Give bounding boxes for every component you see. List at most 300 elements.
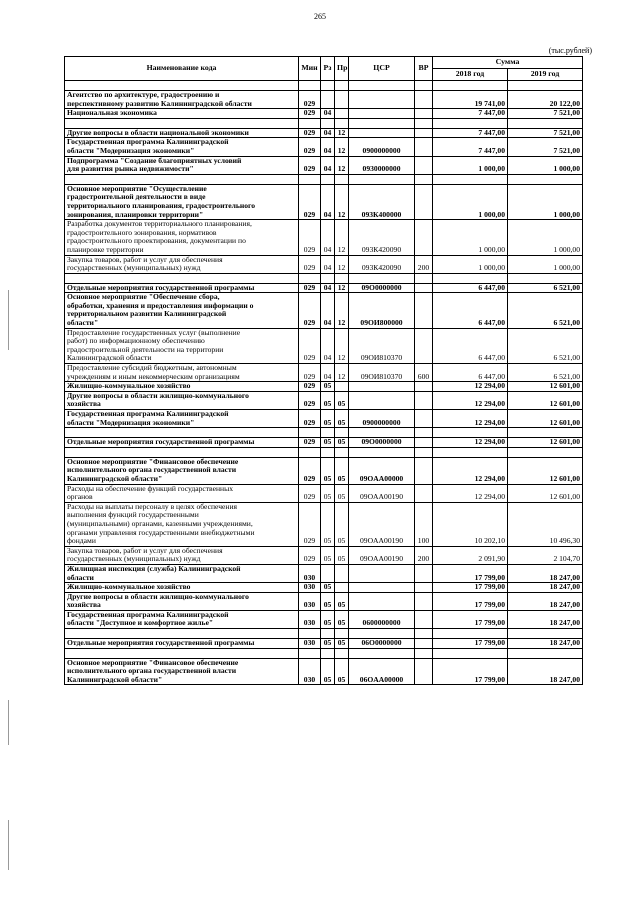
empty-cell	[415, 428, 433, 438]
cell-name: Предоставление государственных услуг (выполнение работ) по информационному обеспечению градостроительной деятельности на территории Калининградской области	[65, 328, 299, 363]
cell-y2018: 12 294,00	[433, 410, 508, 428]
cell-y2018: 17 799,00	[433, 658, 508, 685]
empty-cell	[321, 81, 335, 91]
cell-pr: 12	[335, 156, 349, 174]
cell-pr: 05	[335, 502, 349, 546]
cell-rz: 05	[321, 502, 335, 546]
empty-cell	[349, 428, 415, 438]
empty-cell	[321, 629, 335, 639]
cell-y2019: 18 247,00	[508, 583, 583, 593]
cell-y2018: 1 000,00	[433, 255, 508, 273]
table-row	[65, 457, 583, 484]
table-row	[65, 410, 583, 428]
cell-vr	[415, 156, 433, 174]
cell-pr: 05	[335, 639, 349, 649]
cell-min: 030	[299, 658, 321, 685]
cell-csr: 0900000000	[349, 410, 415, 428]
cell-rz: 05	[321, 457, 335, 484]
cell-rz: 05	[321, 658, 335, 685]
cell-y2019: 10 496,30	[508, 502, 583, 546]
cell-y2019: 12 601,00	[508, 410, 583, 428]
cell-name: Закупка товаров, работ и услуг для обеспечения государственных (муниципальных) нужд	[65, 546, 299, 564]
spacer-row	[65, 447, 583, 457]
table-row	[65, 546, 583, 564]
col-header-pr: Пр	[335, 57, 349, 81]
cell-vr	[415, 457, 433, 484]
cell-csr: 09OАА00190	[349, 484, 415, 502]
empty-cell	[299, 648, 321, 658]
cell-name: Основное мероприятие "Осуществление градостроительной деятельности в виде территориального планирования, градостроительного зонирования, планировки территории"	[65, 184, 299, 219]
table-row	[65, 91, 583, 109]
empty-cell	[433, 447, 508, 457]
cell-vr	[415, 184, 433, 219]
empty-cell	[349, 81, 415, 91]
cell-rz: 05	[321, 610, 335, 628]
cell-min: 029	[299, 484, 321, 502]
cell-rz: 05	[321, 484, 335, 502]
cell-pr: 12	[335, 364, 349, 382]
cell-pr: 05	[335, 410, 349, 428]
cell-pr: 12	[335, 255, 349, 273]
cell-name: Другие вопросы в области национальной экономики	[65, 128, 299, 138]
cell-csr: 09OАА00190	[349, 502, 415, 546]
cell-csr: 0600000000	[349, 610, 415, 628]
cell-rz: 05	[321, 583, 335, 593]
cell-name: Жилищно-коммунальное хозяйство	[65, 583, 299, 593]
cell-pr: 12	[335, 293, 349, 328]
cell-min: 029	[299, 156, 321, 174]
cell-csr: 09OАА00000	[349, 457, 415, 484]
cell-vr	[415, 91, 433, 109]
empty-cell	[321, 118, 335, 128]
cell-min: 029	[299, 391, 321, 409]
col-header-sum: Сумма	[433, 57, 583, 69]
empty-cell	[433, 118, 508, 128]
cell-y2018: 6 447,00	[433, 328, 508, 363]
col-header-2019: 2019 год	[508, 69, 583, 81]
cell-rz	[321, 564, 335, 582]
cell-y2018: 12 294,00	[433, 391, 508, 409]
table-row	[65, 184, 583, 219]
cell-csr	[349, 109, 415, 119]
spacer-row	[65, 273, 583, 283]
cell-name: Государственная программа Калининградской области "Доступное и комфортное жилье"	[65, 610, 299, 628]
table-row	[65, 156, 583, 174]
col-header-rz: Рз	[321, 57, 335, 81]
empty-cell	[335, 648, 349, 658]
cell-y2019: 20 122,00	[508, 91, 583, 109]
cell-y2018: 17 799,00	[433, 583, 508, 593]
cell-vr	[415, 293, 433, 328]
empty-cell	[321, 174, 335, 184]
cell-min: 029	[299, 328, 321, 363]
cell-csr	[349, 91, 415, 109]
cell-y2018: 2 091,90	[433, 546, 508, 564]
empty-cell	[321, 273, 335, 283]
empty-cell	[415, 447, 433, 457]
cell-y2019: 1 000,00	[508, 220, 583, 255]
cell-rz: 05	[321, 438, 335, 448]
empty-cell	[349, 629, 415, 639]
cell-pr: 05	[335, 658, 349, 685]
cell-csr: 093К420090	[349, 255, 415, 273]
cell-vr	[415, 128, 433, 138]
cell-y2019: 1 000,00	[508, 184, 583, 219]
cell-y2019: 12 601,00	[508, 382, 583, 392]
cell-y2018: 6 447,00	[433, 364, 508, 382]
table-row	[65, 328, 583, 363]
empty-cell	[415, 273, 433, 283]
cell-pr: 05	[335, 457, 349, 484]
cell-rz: 04	[321, 364, 335, 382]
empty-cell	[335, 174, 349, 184]
cell-y2018: 7 447,00	[433, 128, 508, 138]
cell-rz: 05	[321, 592, 335, 610]
cell-y2018: 1 000,00	[433, 220, 508, 255]
empty-cell	[299, 118, 321, 128]
cell-pr	[335, 91, 349, 109]
spacer-row	[65, 174, 583, 184]
scan-artifact	[8, 700, 9, 745]
cell-pr: 05	[335, 438, 349, 448]
empty-cell	[299, 447, 321, 457]
empty-cell	[65, 273, 299, 283]
cell-min: 029	[299, 138, 321, 156]
empty-cell	[65, 174, 299, 184]
table-row	[65, 293, 583, 328]
cell-vr	[415, 410, 433, 428]
cell-pr: 05	[335, 592, 349, 610]
empty-cell	[335, 629, 349, 639]
scan-artifact	[8, 820, 9, 870]
cell-name: Национальная экономика	[65, 109, 299, 119]
empty-cell	[415, 81, 433, 91]
cell-name: Жилищно-коммунальное хозяйство	[65, 382, 299, 392]
cell-min: 029	[299, 91, 321, 109]
table-row	[65, 564, 583, 582]
cell-rz: 05	[321, 410, 335, 428]
empty-cell	[65, 648, 299, 658]
cell-vr	[415, 138, 433, 156]
cell-name: Агентство по архитектуре, градостроению и перспективному развитию Калининградской области	[65, 91, 299, 109]
cell-y2019: 6 521,00	[508, 364, 583, 382]
header-row-1	[65, 57, 583, 69]
cell-y2019: 1 000,00	[508, 156, 583, 174]
cell-vr	[415, 658, 433, 685]
empty-cell	[335, 273, 349, 283]
empty-cell	[349, 648, 415, 658]
cell-y2019: 7 521,00	[508, 128, 583, 138]
cell-min: 030	[299, 564, 321, 582]
empty-cell	[335, 447, 349, 457]
cell-csr	[349, 592, 415, 610]
empty-cell	[335, 81, 349, 91]
cell-name: Предоставление субсидий бюджетным, автономным учреждениям и иным некоммерческим организациям	[65, 364, 299, 382]
cell-y2018: 19 741,00	[433, 91, 508, 109]
empty-cell	[415, 174, 433, 184]
table-row	[65, 610, 583, 628]
cell-csr	[349, 583, 415, 593]
empty-cell	[335, 118, 349, 128]
cell-rz: 05	[321, 546, 335, 564]
cell-csr: 0900000000	[349, 138, 415, 156]
cell-min: 030	[299, 610, 321, 628]
cell-vr	[415, 564, 433, 582]
cell-name: Подпрограмма "Создание благоприятных условий для развития рынка недвижимости"	[65, 156, 299, 174]
table-row	[65, 382, 583, 392]
empty-cell	[321, 648, 335, 658]
cell-y2019: 18 247,00	[508, 639, 583, 649]
empty-cell	[65, 118, 299, 128]
empty-cell	[415, 648, 433, 658]
cell-y2019: 7 521,00	[508, 109, 583, 119]
cell-vr	[415, 382, 433, 392]
cell-y2018: 12 294,00	[433, 457, 508, 484]
cell-y2018: 12 294,00	[433, 484, 508, 502]
cell-min: 029	[299, 502, 321, 546]
cell-min: 029	[299, 255, 321, 273]
table-row	[65, 391, 583, 409]
cell-min: 029	[299, 546, 321, 564]
empty-cell	[65, 81, 299, 91]
cell-y2018: 17 799,00	[433, 564, 508, 582]
cell-name: Жилищная инспекция (служба) Калининградской области	[65, 564, 299, 582]
empty-cell	[508, 447, 583, 457]
cell-name: Основное мероприятие "Обеспечение сбора, обработки, хранения и предоставления информации о территориальном развитии Калининградской области"	[65, 293, 299, 328]
cell-csr: 093К400000	[349, 184, 415, 219]
cell-rz: 04	[321, 109, 335, 119]
cell-name: Отдельные мероприятия государственной программы	[65, 438, 299, 448]
empty-cell	[508, 81, 583, 91]
cell-min: 029	[299, 128, 321, 138]
cell-pr: 12	[335, 128, 349, 138]
cell-vr: 200	[415, 546, 433, 564]
empty-cell	[321, 447, 335, 457]
cell-rz: 04	[321, 184, 335, 219]
table-row	[65, 438, 583, 448]
cell-y2018: 6 447,00	[433, 293, 508, 328]
cell-y2018: 1 000,00	[433, 184, 508, 219]
spacer-row	[65, 648, 583, 658]
cell-vr: 600	[415, 364, 433, 382]
cell-rz: 04	[321, 328, 335, 363]
table-row	[65, 639, 583, 649]
table-row	[65, 658, 583, 685]
col-header-vr: ВР	[415, 57, 433, 81]
cell-y2018: 12 294,00	[433, 382, 508, 392]
cell-rz	[321, 91, 335, 109]
table-row	[65, 364, 583, 382]
cell-y2018: 7 447,00	[433, 109, 508, 119]
cell-pr: 12	[335, 138, 349, 156]
cell-pr: 12	[335, 328, 349, 363]
table-body	[65, 81, 583, 685]
cell-vr	[415, 220, 433, 255]
cell-csr: 093К420090	[349, 220, 415, 255]
cell-rz: 04	[321, 283, 335, 293]
table-row	[65, 255, 583, 273]
cell-csr: 06OАА00000	[349, 658, 415, 685]
cell-min: 030	[299, 639, 321, 649]
cell-min: 029	[299, 109, 321, 119]
table-row	[65, 220, 583, 255]
cell-vr	[415, 109, 433, 119]
spacer-row	[65, 118, 583, 128]
empty-cell	[415, 118, 433, 128]
empty-cell	[349, 118, 415, 128]
empty-cell	[433, 273, 508, 283]
cell-rz: 05	[321, 391, 335, 409]
cell-y2019: 18 247,00	[508, 658, 583, 685]
cell-min: 029	[299, 283, 321, 293]
cell-pr	[335, 583, 349, 593]
empty-cell	[508, 273, 583, 283]
empty-cell	[433, 428, 508, 438]
empty-cell	[65, 428, 299, 438]
col-header-2018: 2018 год	[433, 69, 508, 81]
table-row	[65, 502, 583, 546]
cell-name: Основное мероприятие "Финансовое обеспечение исполнительного органа государственной власти Калининградской области"	[65, 658, 299, 685]
cell-min: 029	[299, 364, 321, 382]
cell-name: Разработка документов территориального планирования, градостроительного зонирования, нормативов градостроительного проектирования, документации по планировке территории	[65, 220, 299, 255]
cell-vr: 100	[415, 502, 433, 546]
cell-pr: 12	[335, 283, 349, 293]
cell-vr: 200	[415, 255, 433, 273]
empty-cell	[321, 428, 335, 438]
cell-vr	[415, 283, 433, 293]
table-row	[65, 138, 583, 156]
cell-pr: 05	[335, 610, 349, 628]
cell-pr: 05	[335, 546, 349, 564]
cell-y2019: 12 601,00	[508, 484, 583, 502]
cell-rz: 04	[321, 220, 335, 255]
empty-cell	[349, 273, 415, 283]
table-row	[65, 592, 583, 610]
cell-min: 029	[299, 220, 321, 255]
spacer-row	[65, 428, 583, 438]
empty-cell	[508, 174, 583, 184]
cell-pr: 12	[335, 184, 349, 219]
cell-name: Государственная программа Калининградской области "Модернизация экономики"	[65, 410, 299, 428]
table-row	[65, 484, 583, 502]
cell-y2019: 7 521,00	[508, 138, 583, 156]
empty-cell	[508, 118, 583, 128]
cell-name: Другие вопросы в области жилищно-коммунального хозяйства	[65, 391, 299, 409]
cell-vr	[415, 592, 433, 610]
cell-y2019: 18 247,00	[508, 564, 583, 582]
cell-name: Основное мероприятие "Финансовое обеспечение исполнительного органа государственной власти Калининградской области"	[65, 457, 299, 484]
empty-cell	[335, 428, 349, 438]
cell-rz: 04	[321, 138, 335, 156]
cell-pr	[335, 382, 349, 392]
cell-min: 029	[299, 184, 321, 219]
empty-cell	[508, 629, 583, 639]
cell-csr: 0930000000	[349, 156, 415, 174]
cell-rz: 04	[321, 156, 335, 174]
cell-y2018: 7 447,00	[433, 138, 508, 156]
cell-name: Расходы на обеспечение функций государственных органов	[65, 484, 299, 502]
cell-y2019: 18 247,00	[508, 592, 583, 610]
table-row	[65, 283, 583, 293]
cell-csr	[349, 128, 415, 138]
cell-y2018: 6 447,00	[433, 283, 508, 293]
cell-y2019: 12 601,00	[508, 391, 583, 409]
table-row	[65, 109, 583, 119]
cell-pr: 12	[335, 220, 349, 255]
cell-vr	[415, 583, 433, 593]
cell-pr: 05	[335, 391, 349, 409]
empty-cell	[415, 629, 433, 639]
empty-cell	[299, 174, 321, 184]
cell-min: 029	[299, 293, 321, 328]
cell-vr	[415, 438, 433, 448]
cell-csr: 09OАА00190	[349, 546, 415, 564]
cell-pr: 05	[335, 484, 349, 502]
cell-y2019: 6 521,00	[508, 293, 583, 328]
cell-rz: 05	[321, 639, 335, 649]
cell-y2018: 1 000,00	[433, 156, 508, 174]
cell-min: 029	[299, 438, 321, 448]
empty-cell	[65, 629, 299, 639]
empty-cell	[508, 648, 583, 658]
cell-vr	[415, 391, 433, 409]
scan-artifact	[8, 290, 9, 350]
col-header-min: Мин	[299, 57, 321, 81]
cell-y2019: 6 521,00	[508, 283, 583, 293]
table-row	[65, 128, 583, 138]
cell-rz: 05	[321, 382, 335, 392]
cell-y2018: 17 799,00	[433, 592, 508, 610]
cell-csr: 09O0000000	[349, 438, 415, 448]
cell-csr: 09OИ800000	[349, 293, 415, 328]
empty-cell	[299, 629, 321, 639]
cell-pr	[335, 564, 349, 582]
empty-cell	[433, 81, 508, 91]
empty-cell	[433, 174, 508, 184]
cell-y2018: 10 202,10	[433, 502, 508, 546]
cell-min: 029	[299, 457, 321, 484]
empty-cell	[299, 273, 321, 283]
empty-cell	[65, 447, 299, 457]
cell-y2019: 12 601,00	[508, 438, 583, 448]
cell-min: 029	[299, 382, 321, 392]
cell-csr: 09OИ810370	[349, 328, 415, 363]
cell-csr: 09OИ810370	[349, 364, 415, 382]
budget-table	[64, 56, 583, 685]
cell-vr	[415, 610, 433, 628]
empty-cell	[433, 648, 508, 658]
units-label: (тыс.рублей)	[548, 46, 592, 55]
spacer-row	[65, 81, 583, 91]
col-header-name: Наименование кода	[65, 57, 299, 81]
empty-cell	[299, 428, 321, 438]
cell-rz: 04	[321, 255, 335, 273]
cell-name: Закупка товаров, работ и услуг для обеспечения государственных (муниципальных) нужд	[65, 255, 299, 273]
cell-min: 030	[299, 592, 321, 610]
cell-pr	[335, 109, 349, 119]
cell-y2018: 17 799,00	[433, 610, 508, 628]
cell-name: Государственная программа Калининградской области "Модернизация экономики"	[65, 138, 299, 156]
cell-csr: 06O0000000	[349, 639, 415, 649]
empty-cell	[433, 629, 508, 639]
empty-cell	[349, 174, 415, 184]
cell-y2019: 12 601,00	[508, 457, 583, 484]
cell-y2019: 6 521,00	[508, 328, 583, 363]
cell-name: Другие вопросы в области жилищно-коммунального хозяйства	[65, 592, 299, 610]
table-row	[65, 583, 583, 593]
cell-name: Расходы на выплаты персоналу в целях обеспечения выполнения функций государственными (муниципальными) органами, казенными учреждениями, органами управления государственными внебюджетными фондами	[65, 502, 299, 546]
cell-rz: 04	[321, 128, 335, 138]
